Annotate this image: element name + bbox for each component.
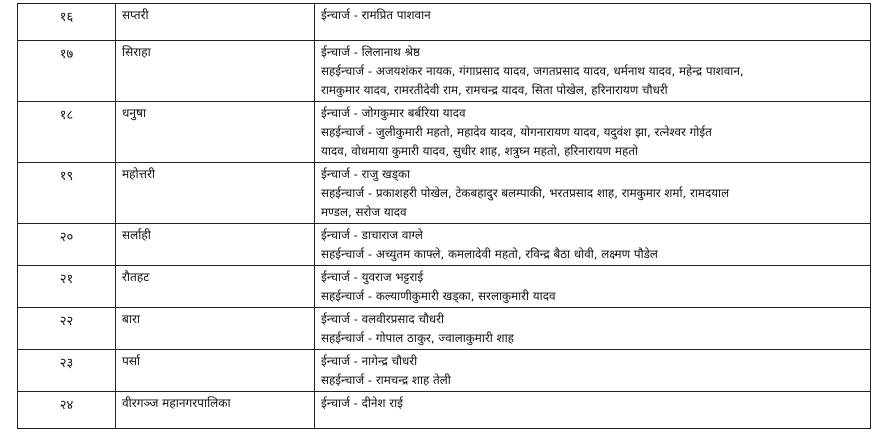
co-incharge-line: सहईन्चार्ज - अच्युतम काफ्ले, कमलादेवी महतो, रविन्द्र बैठा धोवी, लक्ष्मण पौडेल <box>321 247 658 261</box>
row-number: २१ <box>18 266 116 308</box>
incharge-line: ईन्चार्ज - लिलानाथ श्रेष्ठ <box>321 45 420 59</box>
incharge-line: ईन्चार्ज - दीनेश राई <box>321 396 403 410</box>
district-name: सिराहा <box>116 41 315 102</box>
district-name: सप्तरी <box>116 4 315 41</box>
co-incharge-line: मण्डल, सरोज यादव <box>321 205 407 219</box>
row-number: १९ <box>18 163 116 224</box>
district-name: सर्लाही <box>116 224 315 266</box>
district-name: वीरगञ्ज महानगरपालिका <box>116 392 315 429</box>
incharge-line: ईन्चार्ज - वलवीरप्रसाद चौधरी <box>321 312 445 326</box>
district-name: महोत्तरी <box>116 163 315 224</box>
co-incharge-line: रामकुमार यादव, रामरतीदेवी राम, रामचन्द्र यादव, सिता पोखेल, हरिनारायण चौधरी <box>321 83 668 97</box>
table-row <box>18 266 871 308</box>
staff-assignments <box>315 4 871 41</box>
table-row <box>18 163 871 224</box>
staff-assignments <box>315 350 871 392</box>
district-name: धनुषा <box>116 102 315 163</box>
row-number: २२ <box>18 308 116 350</box>
staff-assignments <box>315 308 871 350</box>
district-name: रौतहट <box>116 266 315 308</box>
row-number: २० <box>18 224 116 266</box>
staff-assignments <box>315 224 871 266</box>
staff-assignments <box>315 392 871 429</box>
co-incharge-line: सहईन्चार्ज - गोपाल ठाकुर, ज्वालाकुमारी शाह <box>321 331 514 345</box>
co-incharge-line: सहईन्चार्ज - जुलीकुमारी महतो, महादेव यादव, योगनारायण यादव, यदुवंश झा, रत्नेश्वर गोईत <box>321 125 712 139</box>
co-incharge-line: सहईन्चार्ज - कल्याणीकुमारी खड्का, सरलाकुमारी यादव <box>321 289 556 303</box>
co-incharge-line: यादव, वोधमाया कुमारी यादव, सुधीर शाह, शत्रुघ्न महतो, हरिनारायण महतो <box>321 144 638 158</box>
table-body <box>18 4 871 429</box>
district-name: पर्सा <box>116 350 315 392</box>
co-incharge-line: सहईन्चार्ज - प्रकाशहरी पोखेल, टेकबहादुर बलम्पाकी, भरतप्रसाद शाह, रामकुमार शर्मा, रामदयाल <box>321 186 730 200</box>
incharge-line: ईन्चार्ज - राजु खड्का <box>321 167 411 181</box>
incharge-line: ईन्चार्ज - डाचाराज वाग्ले <box>321 228 423 242</box>
co-incharge-line: सहईन्चार्ज - अजयशंकर नायक, गंगाप्रसाद यादव, जगतप्रसाद यादव, धर्मनाथ यादव, महेन्द्र पाशवान, <box>321 64 744 78</box>
incharge-line: ईन्चार्ज - नागेन्द्र चौधरी <box>321 354 418 368</box>
table-row <box>18 224 871 266</box>
table-row <box>18 4 871 41</box>
incharge-line: ईन्चार्ज - जोगकुमार बर्बरिया यादव <box>321 106 466 120</box>
staff-assignments <box>315 163 871 224</box>
assignment-table <box>17 3 871 429</box>
table-row <box>18 102 871 163</box>
table-row <box>18 308 871 350</box>
co-incharge-line: सहईन्चार्ज - रामचन्द्र शाह तेली <box>321 373 451 387</box>
staff-assignments <box>315 266 871 308</box>
table-row <box>18 41 871 102</box>
district-name: बारा <box>116 308 315 350</box>
table-row <box>18 392 871 429</box>
table-row <box>18 350 871 392</box>
row-number: १७ <box>18 41 116 102</box>
incharge-line: ईन्चार्ज - रामप्रित पाशवान <box>321 8 431 22</box>
incharge-line: ईन्चार्ज - युवराज भट्टराई <box>321 270 424 284</box>
row-number: १६ <box>18 4 116 41</box>
row-number: २३ <box>18 350 116 392</box>
row-number: २४ <box>18 392 116 429</box>
row-number: १८ <box>18 102 116 163</box>
staff-assignments <box>315 102 871 163</box>
staff-assignments <box>315 41 871 102</box>
